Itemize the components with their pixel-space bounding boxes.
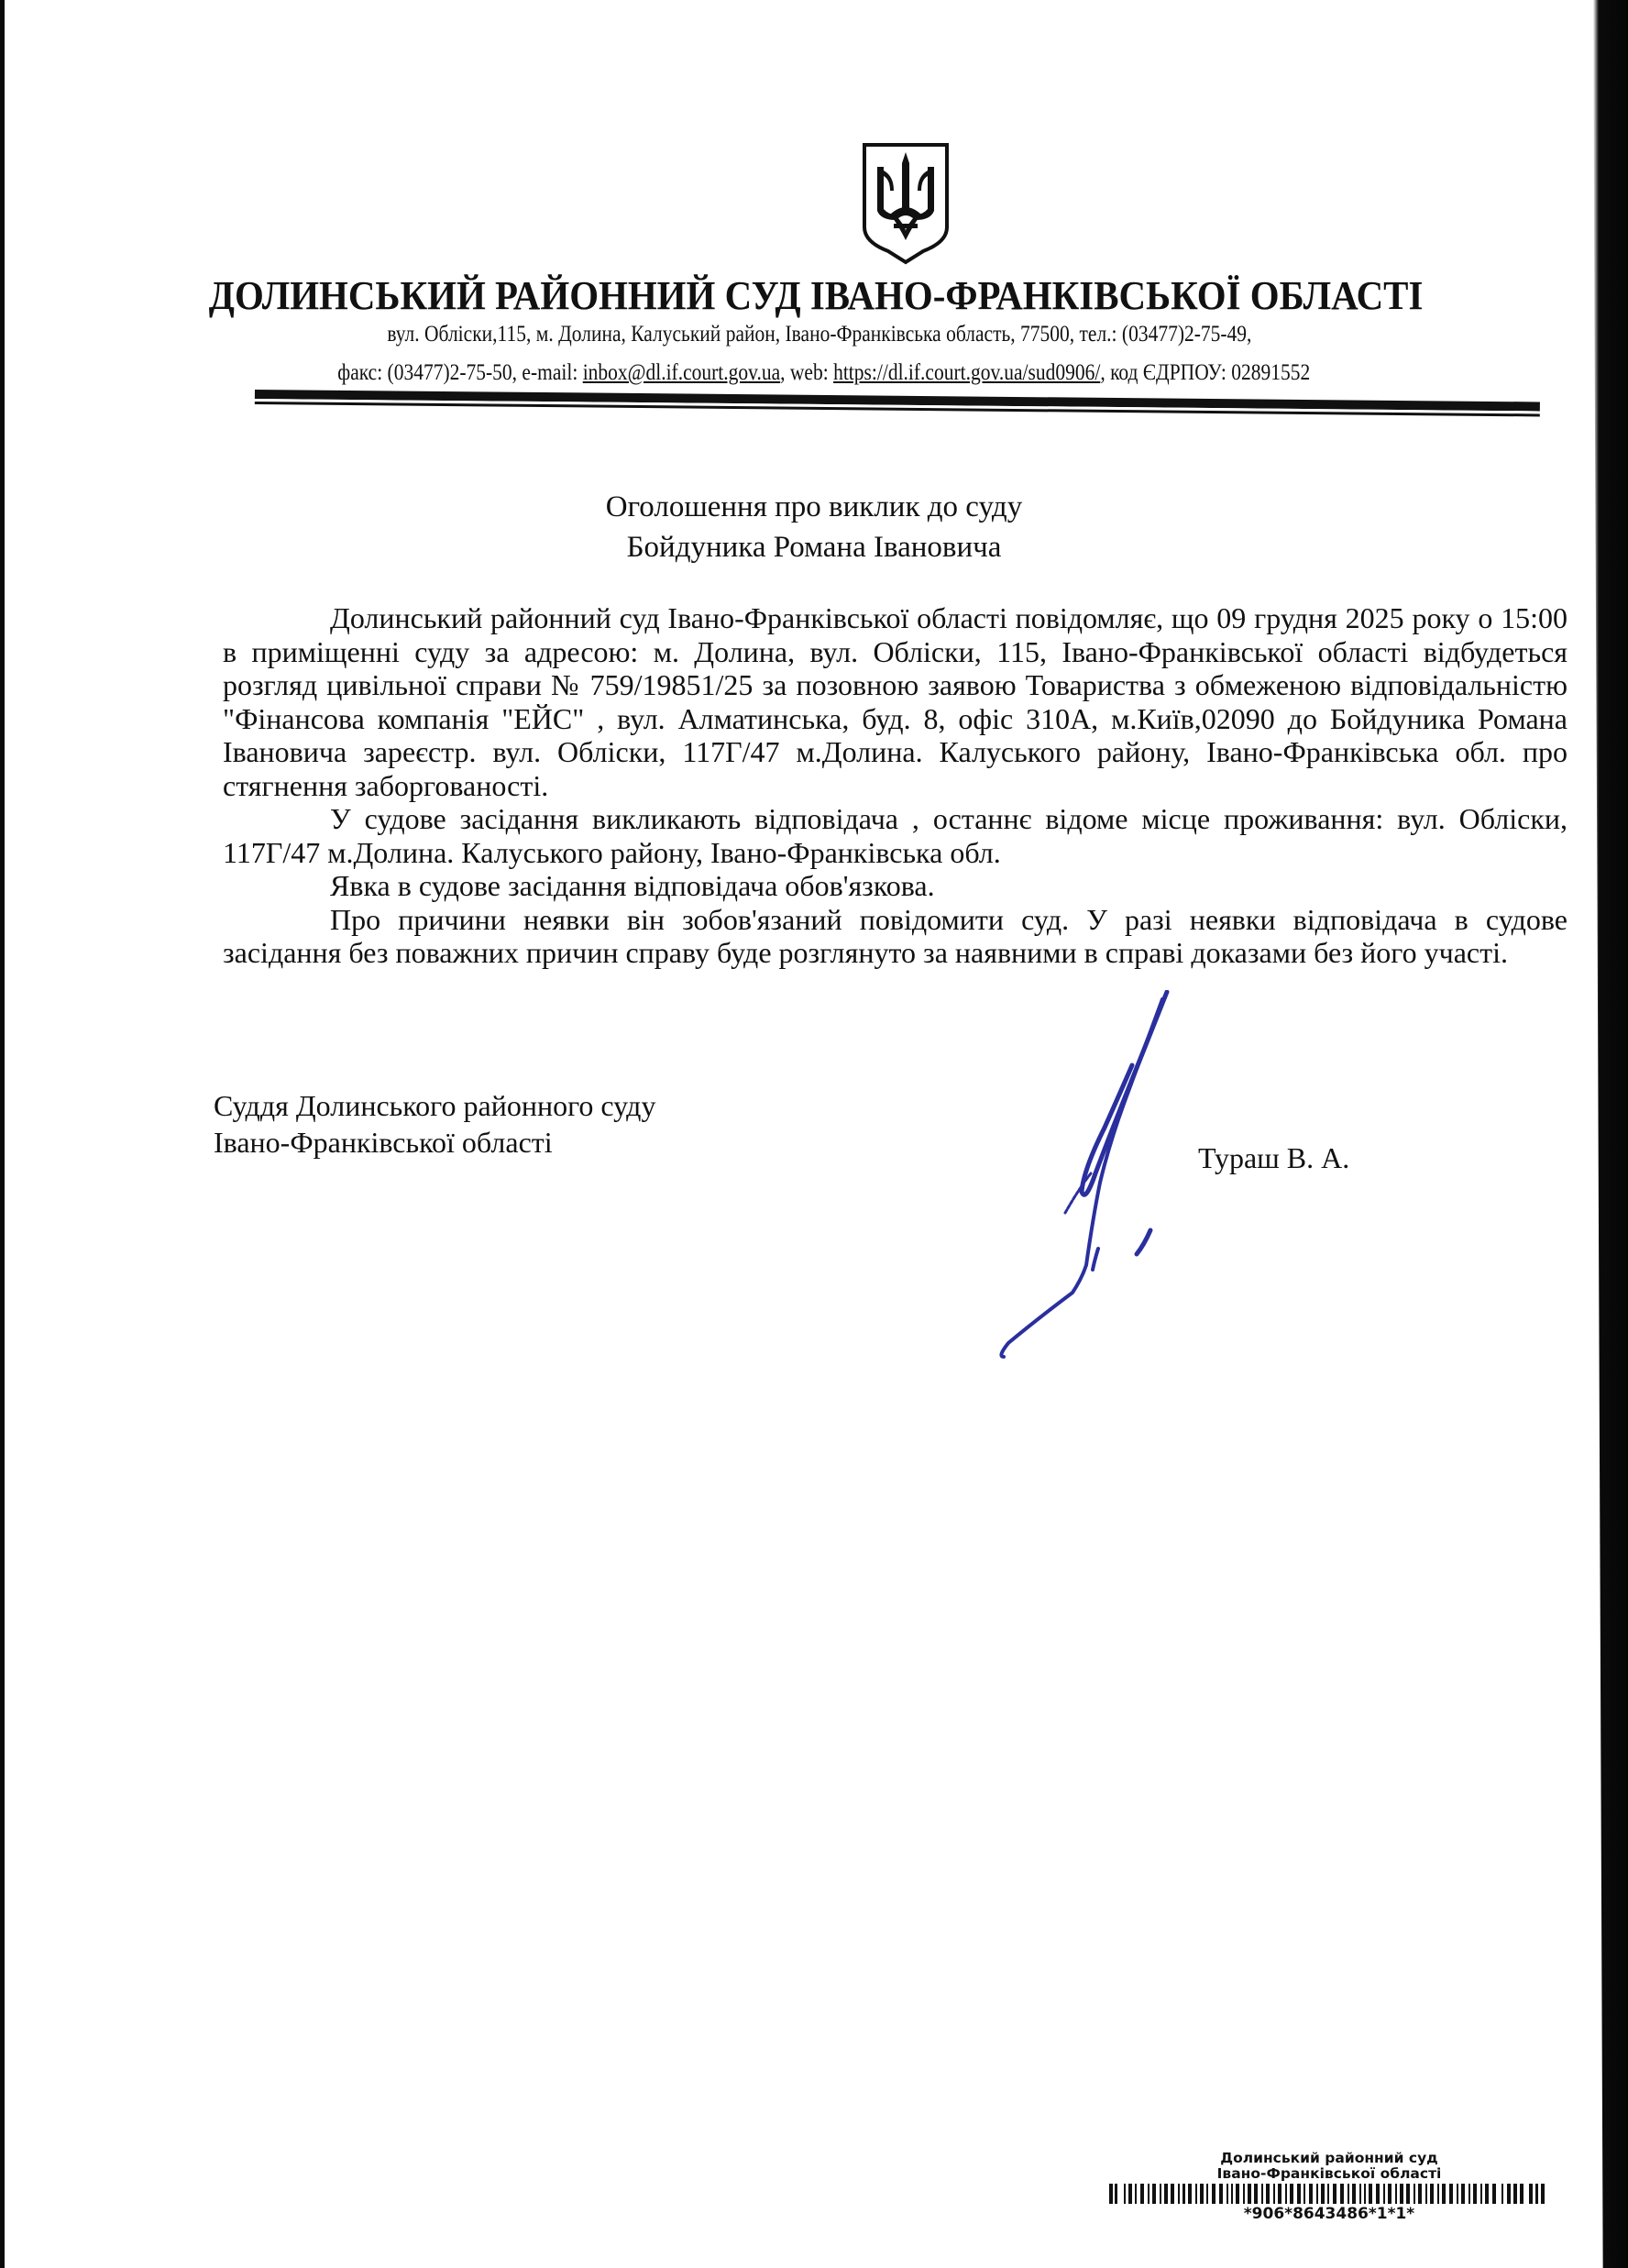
trident-emblem-icon (857, 139, 954, 268)
notice-body (223, 601, 1568, 970)
body-paragraph: Про причини неявки він зобов'язаний повідомити суд. У разі неявки відповідача в судове засідання без поважних причин справу буде розглянуто за наявними в справі доказами без його участі. (223, 902, 1568, 969)
stamp-org-line2: Івано-Франківської області (1216, 2165, 1442, 2182)
judge-name: Тураш В. А. (1198, 1141, 1350, 1174)
header-divider (255, 390, 1540, 420)
scan-border-right (1593, 0, 1628, 2268)
notice-title-line2: Бойдуника Романа Івановича (626, 531, 1002, 564)
body-paragraph: У судове засідання викликають відповідача , останнє відоме місце проживання: вул. Обліски, 117Г/47 м.Долина. Калуського району, Івано-Франківська обл. (223, 802, 1568, 869)
court-address-line: вул. Обліски,115, м. Долина, Калуський район, Івано-Франківська область, 77500, тел.: (03477)2-75-49, (387, 322, 1252, 347)
judge-position (214, 1087, 655, 1161)
email-link[interactable]: inbox@dl.if.court.gov.ua (582, 360, 781, 385)
notice-title-line1: Оголошення про виклик до суду (605, 490, 1023, 523)
body-paragraph: Долинський районний суд Івано-Франківської області повідомляє, що 09 грудня 2025 року о 15:00 в приміщенні суду за адресою: м. Долина, вул. Обліски, 115, Івано-Франківської області відбудеться розгляд цивільної справи № 759/19851/25 за позовною заявою Товариства з обмеженою відповідальністю "Фінансова компанія "ЕЙС" , вул. Алматинська, буд. 8, офіс 310А, м.Київ,02090 до Бойдуника Романа Івановича зареєстр. вул. Обліски, 117Г/47 м.Долина. Калуського району, Івано-Франківська обл. про стягнення заборгованості. (223, 601, 1568, 802)
barcode-icon (1109, 2184, 1549, 2204)
court-name-text: ДОЛИНСЬКИЙ РАЙОННИЙ СУД ІВАНО-ФРАНКІВСЬКОЇ ОБЛАСТІ (208, 273, 1424, 318)
judge-position-line1: Суддя Долинського районного суду (214, 1089, 656, 1122)
scan-border-left (0, 0, 5, 2268)
court-name-heading (59, 273, 1573, 319)
body-paragraph: Явка в судове засідання відповідача обов'язкова. (330, 869, 935, 902)
judge-position-line2: Івано-Франківської області (214, 1126, 553, 1159)
stamp-org-line1: Долинський районний суд (1220, 2150, 1438, 2166)
web-label: , web: (780, 360, 834, 385)
court-contacts-line (124, 359, 1524, 387)
registration-stamp (1109, 2151, 1549, 2223)
fax-text: факс: (03477)2-75-50, e-mail: (337, 360, 583, 385)
handwritten-signature-icon (972, 990, 1210, 1375)
barcode-number: *906*8643486*1*1* (1243, 2205, 1415, 2223)
edrpou-text: , код ЄДРПОУ: 02891552 (1100, 360, 1311, 385)
website-link[interactable]: https://dl.if.court.gov.ua/sud0906/ (833, 360, 1101, 385)
notice-title (0, 487, 1628, 567)
